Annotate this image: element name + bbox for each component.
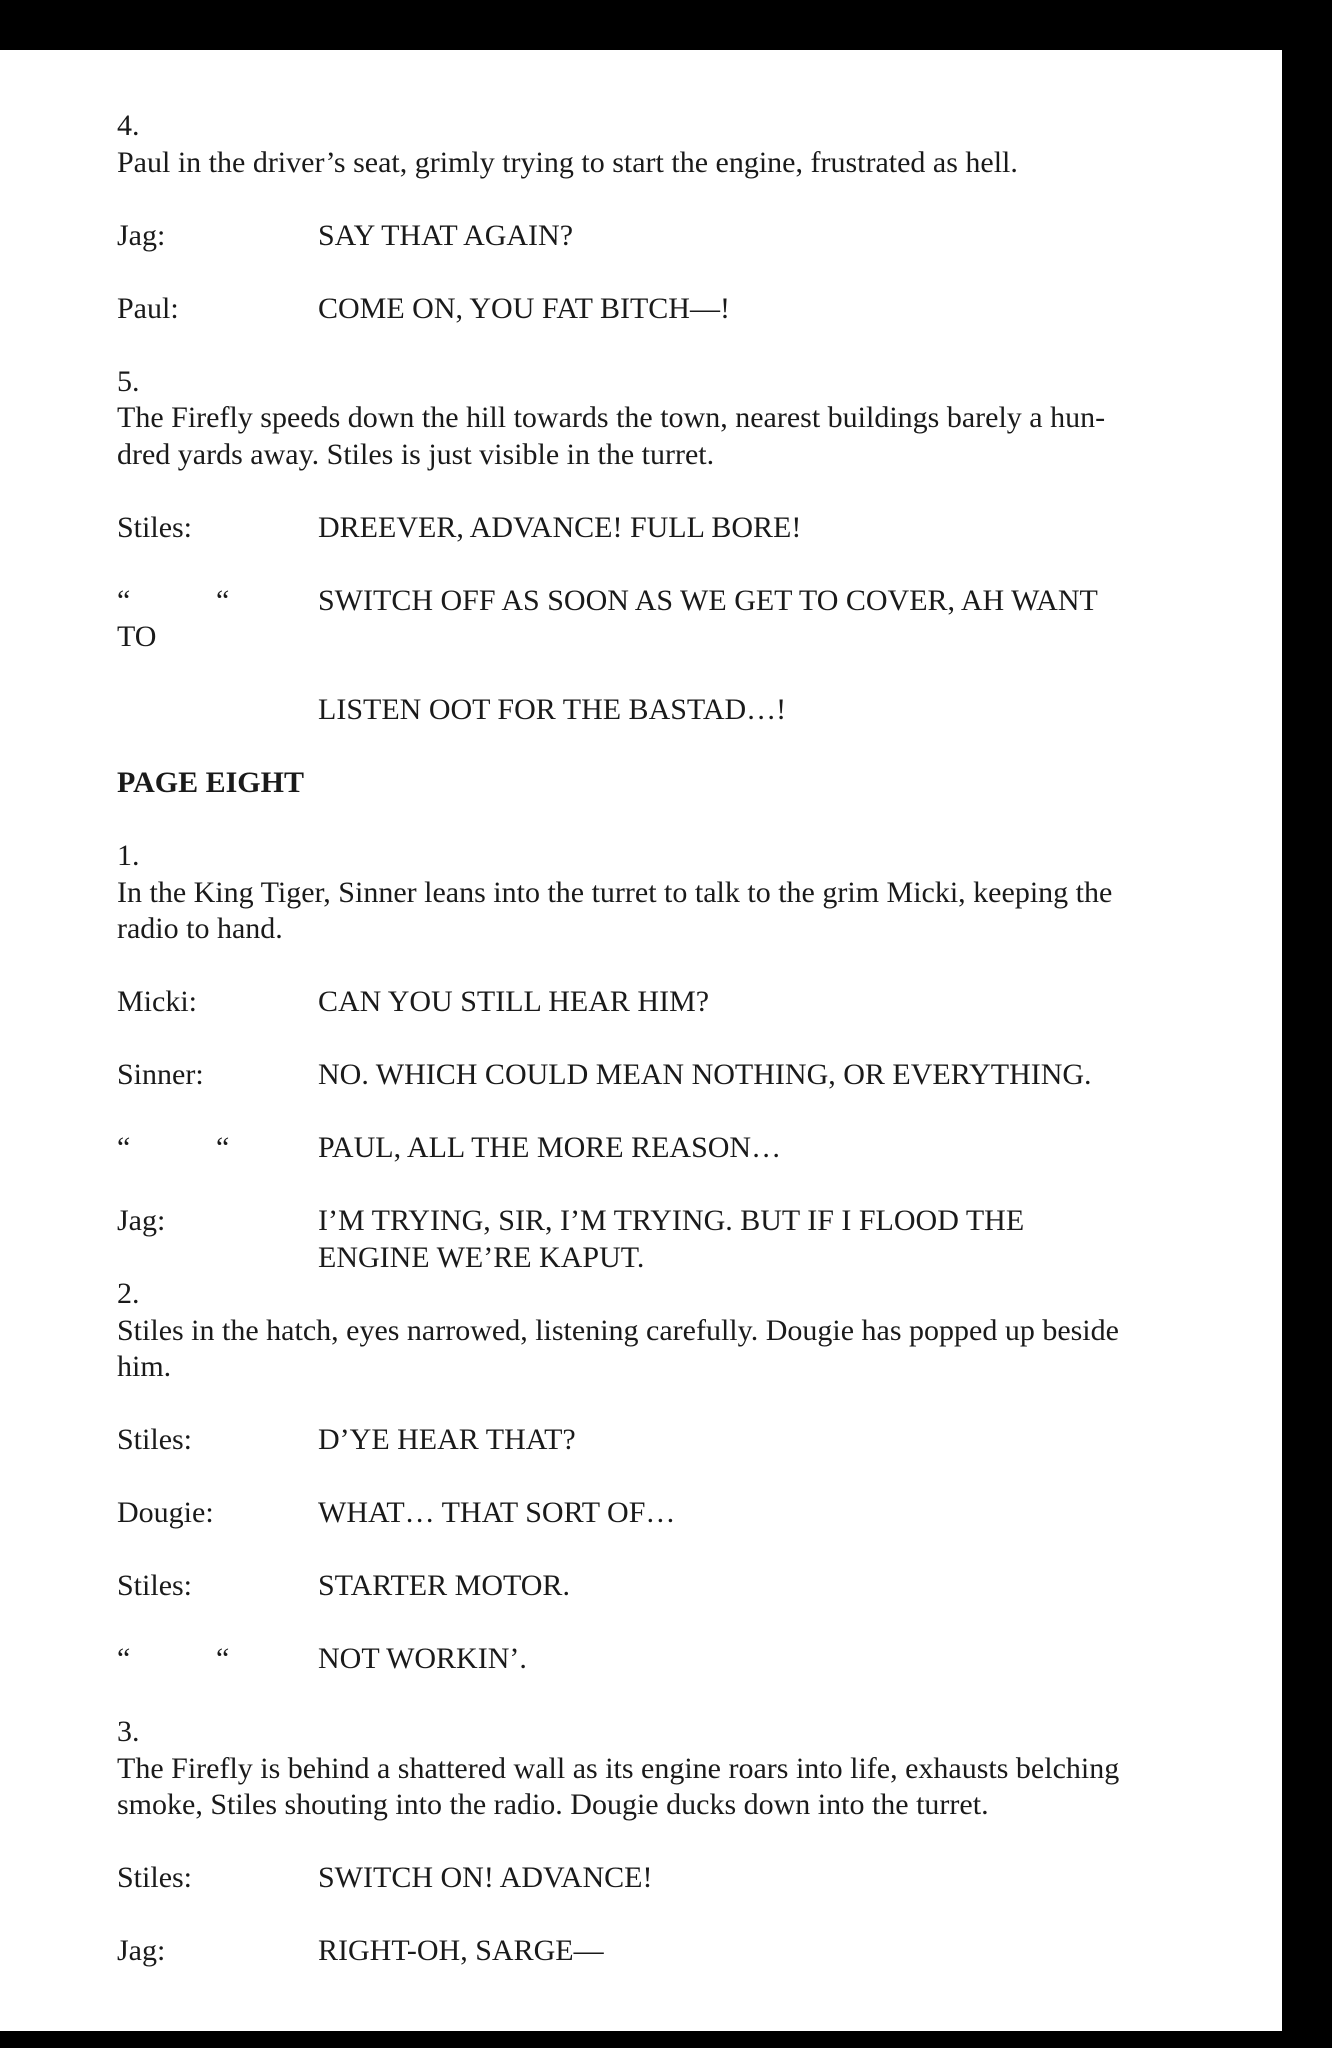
speaker-name: Stiles: [117,1423,193,1456]
dialogue-text: D’YE HEAR THAT? [318,1423,576,1456]
dialogue-text: SWITCH OFF AS SOON AS WE GET TO COVER, AH WANT [318,583,1098,617]
panel-description-line: The Firefly is behind a shattered wall as its engine roars into life, exhausts belching [117,1751,1120,1785]
dialogue-line [117,1057,1227,1094]
ditto-marks [117,1641,318,1678]
dialogue-text: SAY THAT AGAIN? [318,218,574,252]
script-content [117,108,1227,1970]
dialogue-text: SWITCH ON! ADVANCE! [318,1861,653,1894]
ditto-mark: “ [117,1642,131,1675]
ditto-mark: “ [216,1131,230,1164]
panel-description: Paul in the driver’s seat, grimly trying to start the engine, frustrated as hell. [117,145,1018,179]
script-page [0,50,1282,2031]
panel-number: 4. [117,109,140,142]
panel-description-line: smoke, Stiles shouting into the radio. Dougie ducks down into the turret. [117,1788,989,1821]
panel-number: 2. [117,1277,140,1310]
speaker-name: Micki: [117,985,197,1018]
dialogue-text: NOT WORKIN’. [318,1642,527,1675]
page-heading: PAGE EIGHT [117,766,304,799]
panel-description-line: radio to hand. [117,912,283,945]
ditto-mark: “ [216,583,230,617]
dialogue-text: NO. WHICH COULD MEAN NOTHING, OR EVERYTHING. [318,1058,1092,1091]
dialogue-line [117,510,1227,547]
dialogue-continuation: LISTEN OOT FOR THE BASTAD…! [318,693,787,726]
speaker-name: Sinner: [117,1058,204,1091]
panel-number: 3. [117,1715,140,1748]
speaker-name: Jag: [117,218,166,252]
panel-number: 1. [117,839,140,872]
speaker-name: Jag: [117,1204,166,1237]
speaker-name: Stiles: [117,1569,193,1602]
speaker-name: Dougie: [117,1496,214,1529]
dialogue-text: DREEVER, ADVANCE! FULL BORE! [318,510,802,544]
dialogue-text-line: ENGINE WE’RE KAPUT. [318,1240,645,1274]
dialogue-line [117,1495,1227,1532]
dialogue-line [117,583,1227,620]
dialogue-text: CAN YOU STILL HEAR HIM? [318,985,710,1018]
dialogue-text: WHAT… THAT SORT OF… [318,1496,676,1529]
panel-description-line: dred yards away. Stiles is just visible in the turret. [117,437,715,471]
ditto-mark: “ [117,1131,131,1164]
dialogue-line [117,1130,1227,1167]
dialogue-line [117,1641,1227,1678]
dialogue-line [117,218,1227,255]
panel-description-line: In the King Tiger, Sinner leans into the turret to talk to the grim Micki, keeping the [117,875,1113,909]
panel-description-line: Stiles in the hatch, eyes narrowed, listening carefully. Dougie has popped up beside [117,1313,1119,1347]
dialogue-line [117,984,1227,1021]
ditto-mark: “ [117,583,131,617]
speaker-name: Jag: [117,1934,166,1967]
speaker-name: Stiles: [117,1861,193,1894]
dialogue-text: COME ON, YOU FAT BITCH—! [318,291,730,325]
ditto-marks [117,583,318,620]
dialogue-overflow: TO [117,620,157,653]
dialogue-line [117,1568,1227,1605]
dialogue-line [117,1422,1227,1459]
dialogue-line [117,1203,1227,1240]
dialogue-line [117,1933,1227,1970]
dialogue-text-line: I’M TRYING, SIR, I’M TRYING. BUT IF I FLOOD THE [318,1204,1025,1237]
panel-description-line: The Firefly speeds down the hill towards the town, nearest buildings barely a hun- [117,401,1106,434]
speaker-name: Stiles: [117,510,193,544]
dialogue-line [117,291,1227,328]
panel-description-line: him. [117,1350,172,1383]
ditto-mark: “ [216,1642,230,1675]
dialogue-line [117,1860,1227,1897]
speaker-name: Paul: [117,291,179,325]
dialogue-text: RIGHT-OH, SARGE— [318,1934,604,1967]
panel-number: 5. [117,364,140,398]
dialogue-text: PAUL, ALL THE MORE REASON… [318,1131,782,1164]
ditto-marks [117,1130,318,1167]
dialogue-text: STARTER MOTOR. [318,1569,570,1602]
